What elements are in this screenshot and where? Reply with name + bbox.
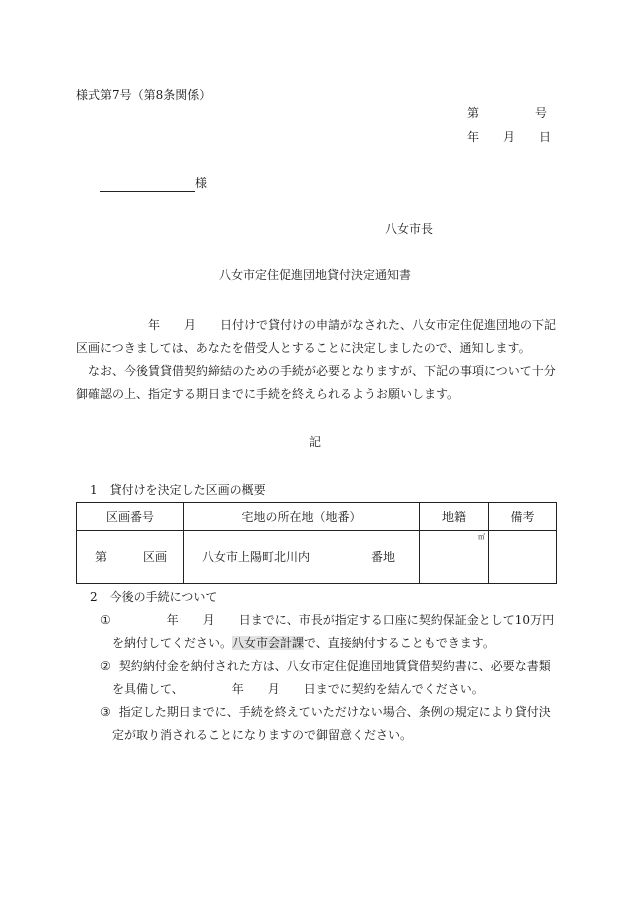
col-header-address: 宅地の所在地（地番） — [184, 503, 420, 531]
doc-number-prefix: 第 — [467, 106, 480, 120]
document-number — [467, 106, 547, 120]
date-month: 月 — [503, 130, 516, 144]
area-unit: ㎡ — [478, 533, 485, 541]
item2-line-1: ② 契約納付金を納付された方は、八女市定住促進団地賃貸借契約書に、必要な書類 — [100, 659, 551, 673]
item3-mark: ③ — [100, 705, 111, 719]
body-line-2: 区画につきましては、あなたを借受人とすることに決定しましたので、通知します。 — [76, 341, 531, 355]
table-header-row — [77, 503, 557, 531]
body-line-3: なお、今後賃貸借契約締結のための手続が必要となりますが、下記の事項について十分 — [88, 364, 556, 378]
ki-mark: 記 — [308, 435, 321, 449]
item3-line-1: ③ 指定した期日までに、手続を終えていただけない場合、条例の規定により貸付決 — [100, 705, 551, 719]
item1-line-2: を納付してください。八女市会計課で、直接納付することもできます。 — [112, 636, 495, 650]
date-day: 日 — [539, 130, 552, 144]
item2-line-2: を具備して、 年 月 日までに契約を結んでください。 — [112, 682, 484, 696]
col-header-remarks: 備考 — [489, 503, 557, 531]
body-text — [76, 314, 556, 406]
body-line-1: 年 月 日付けで貸付けの申請がなされた、八女市定住促進団地の下記 — [148, 318, 557, 332]
addressee-name-line — [100, 178, 195, 192]
table-row — [77, 531, 557, 584]
body-line-4: 御確認の上、指定する期日までに手続を終えられるようお願いします。 — [76, 387, 460, 401]
col-header-lot-number: 区画番号 — [77, 503, 184, 531]
addressee-suffix: 様 — [195, 176, 208, 190]
item1-mark: ① — [100, 613, 111, 627]
section1-heading: 1 貸付けを決定した区画の概要 — [90, 483, 266, 497]
item3-line-2: 定が取り消されることになりますので御留意ください。 — [112, 728, 413, 742]
doc-number-suffix: 号 — [535, 106, 548, 120]
date-year: 年 — [467, 130, 480, 144]
col-header-area: 地籍 — [420, 503, 489, 531]
item1-line-1: ① 年 月 日までに、市長が指定する口座に契約保証金として10万円 — [100, 613, 555, 627]
cell-address: 八女市上陽町北川内 番地 — [184, 531, 420, 584]
cell-area — [420, 531, 489, 584]
section2-heading: 2 今後の手続について — [90, 590, 218, 604]
document-title: 八女市定住促進団地貸付決定通知書 — [218, 268, 411, 282]
highlighted-office-name: 八女市会計課 — [232, 636, 305, 650]
cell-remarks — [489, 531, 557, 584]
issue-date — [467, 130, 551, 144]
item2-mark: ② — [100, 659, 111, 673]
form-number: 様式第7号（第8条関係） — [76, 88, 212, 102]
cell-lot-number: 第 区画 — [77, 531, 184, 584]
lot-summary-table — [76, 502, 557, 584]
issuer: 八女市長 — [385, 222, 434, 236]
section2-items — [100, 609, 556, 747]
